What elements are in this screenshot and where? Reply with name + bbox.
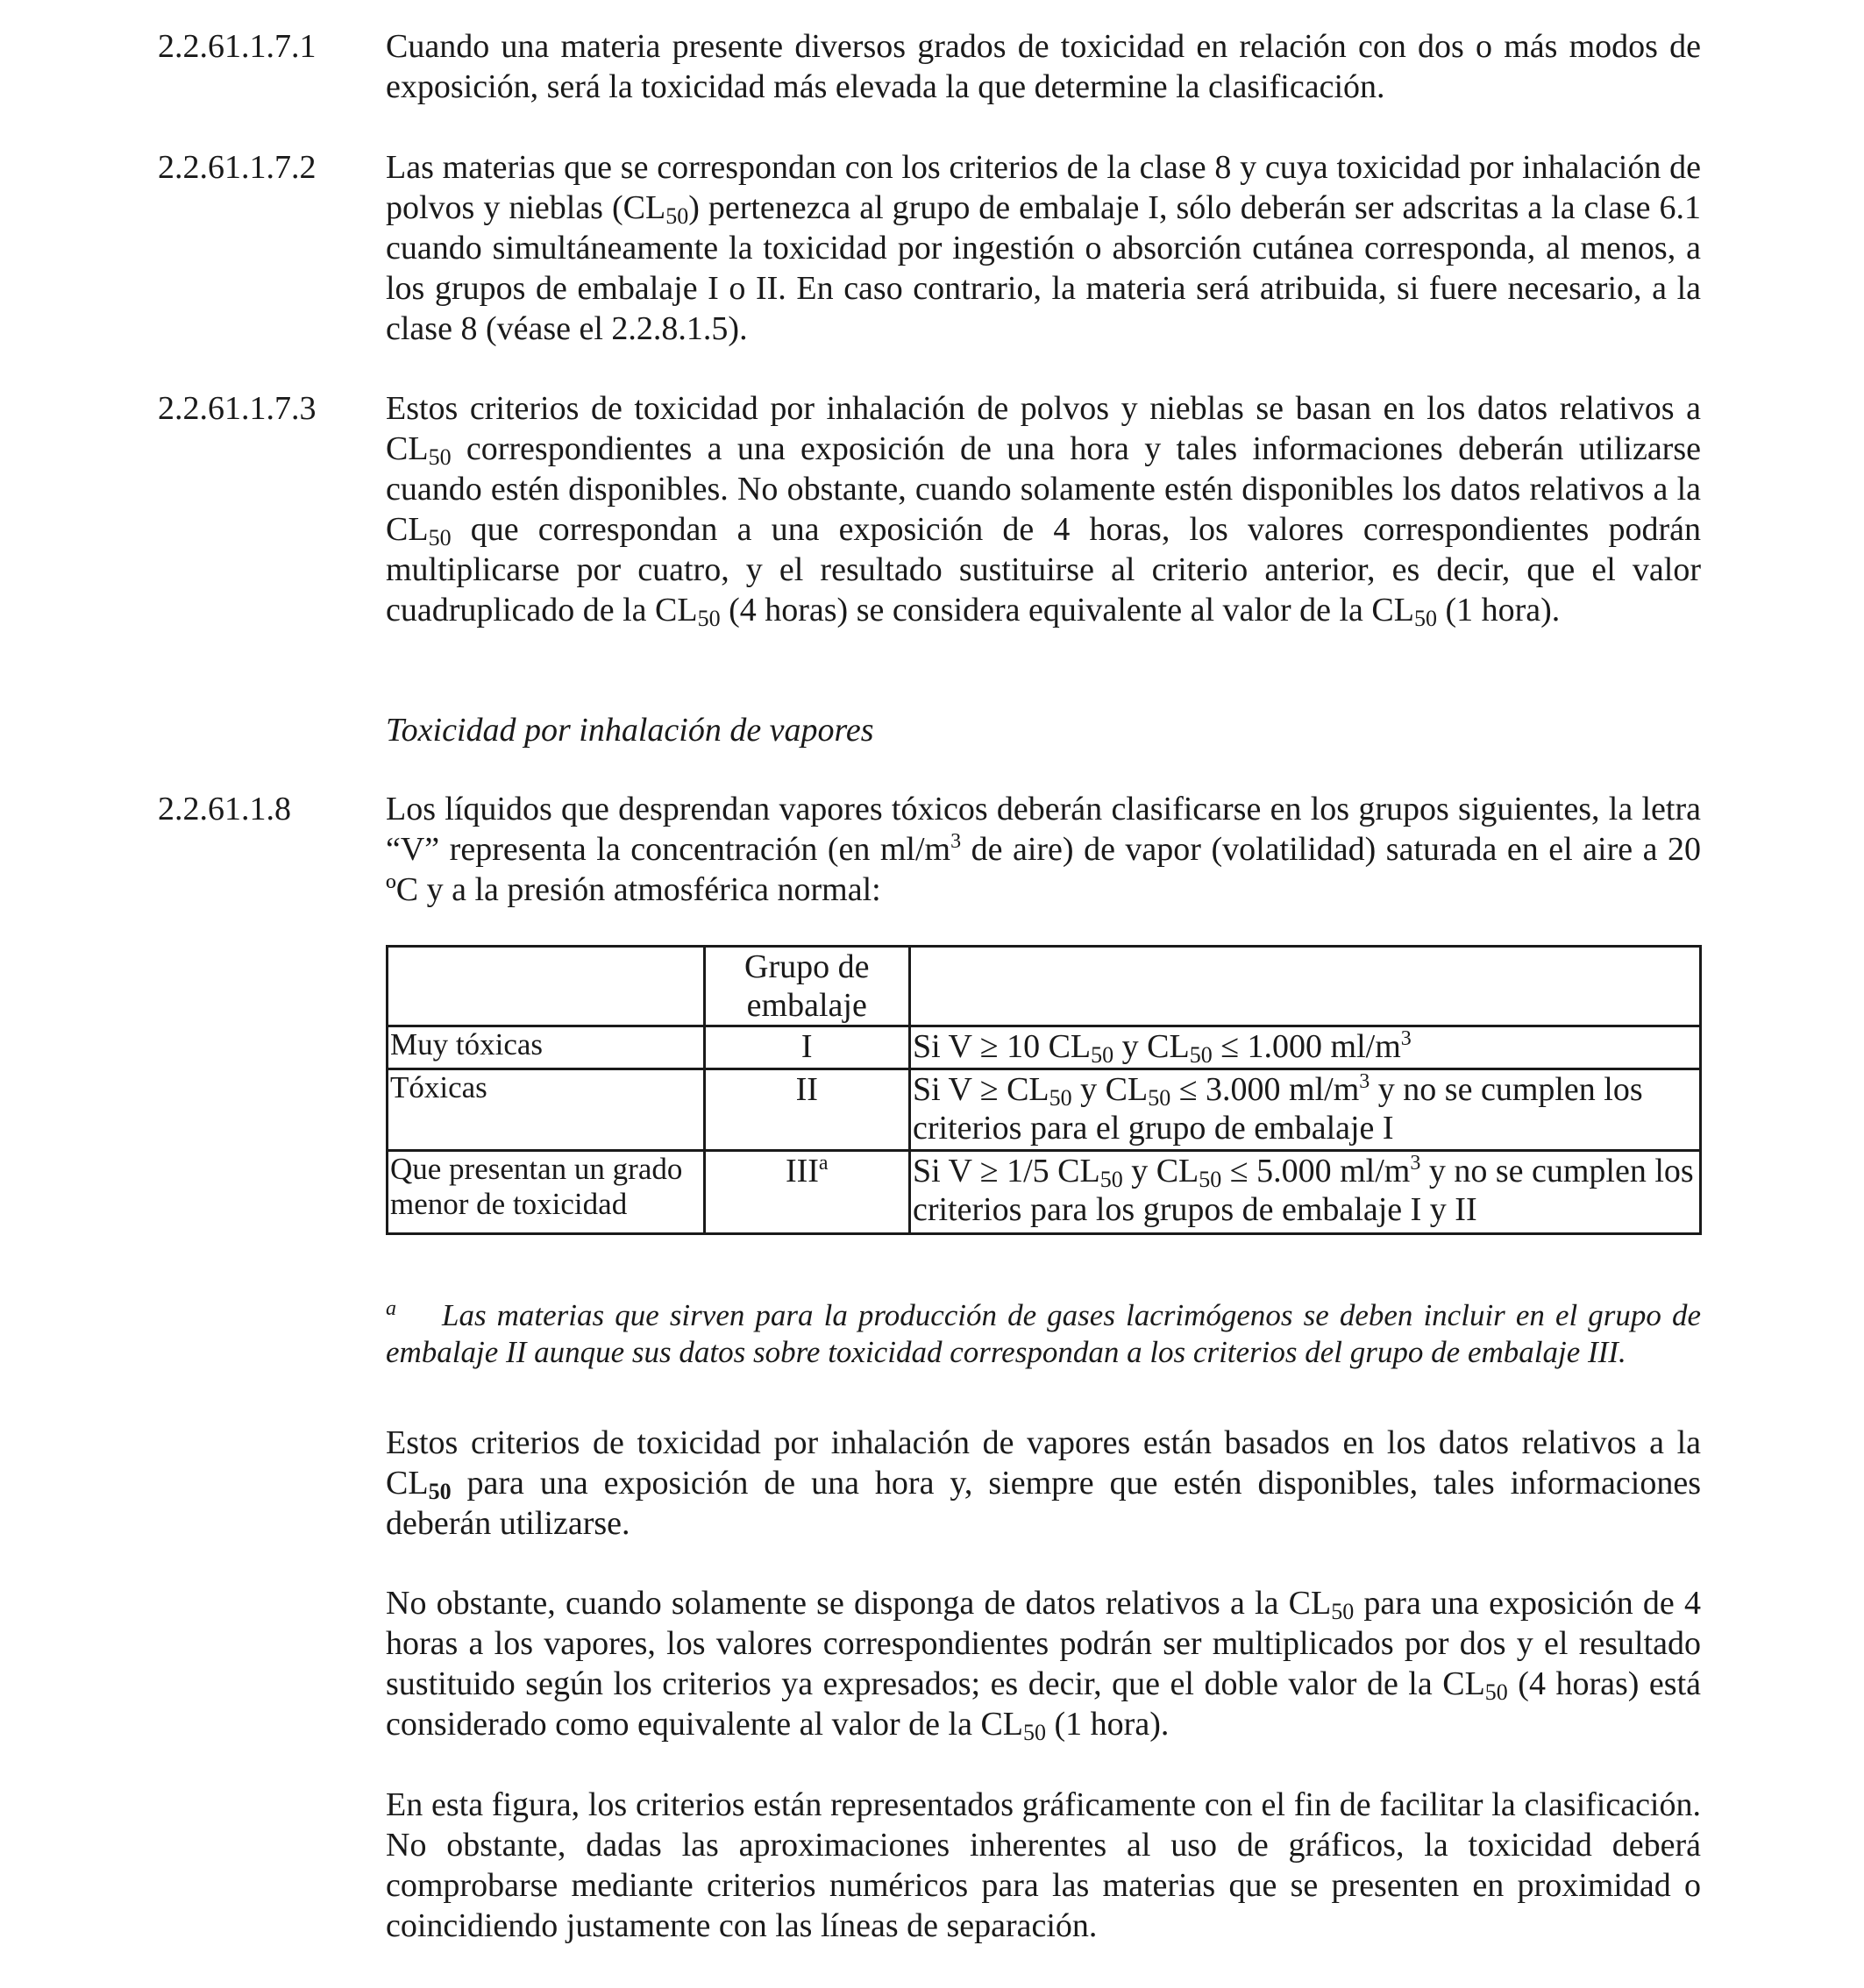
table-row [388,1026,1701,1069]
row-criteria: Si V ≥ 10 $CL_{50}$ y $CL_{50} \le 1.000$ $ml/m^3$ [909,1026,1700,1069]
footnote-text: Las materias que sirven para la producción de gases lacrimógenos se deben incluir en el grupo de embalaje II aunque sus datos sobre toxicidad correspondan a los criterios del grupo de embalaje III. [386,1298,1701,1369]
subheading-vapores: Toxicidad por inhalación de vapores [386,712,874,749]
section-text-2-2-61-1-7-1: Cuando una materia presente diversos grados de toxicidad en relación con dos o más modos de exposición, será la toxicidad más elevada la que determine la clasificación. [386,28,1701,105]
section-number-2-2-61-1-7-1: 2.2.61.1.7.1 [158,28,317,65]
row-label: Muy tóxicas [388,1026,705,1069]
table-header-empty [388,947,705,1026]
section-text-2-2-61-1-7-2: Las materias que se correspondan con los criterios de la clase 8 y cuya toxicidad por inhalación de polvos y nieblas $(CL_{50})$ pertenezca al grupo de embalaje I, sólo deberán ser adscritas a la clase 6.1 cuando simultáneamente la toxicidad por ingestión o absorción cutánea corresponda, al menos, a los grupos de embalaje I o II. En caso contrario, la materia será atribuida, si fuere necesario, a la clase 8 (véase el 2.2.8.1.5). [386,149,1701,347]
table-header-group: Grupo de embalaje [704,947,909,1026]
row-label: Tóxicas [388,1069,705,1151]
section-number-2-2-61-1-7-3: 2.2.61.1.7.3 [158,390,317,427]
row-group: II [704,1069,909,1151]
paragraph-vapores-1h: Estos criterios de toxicidad por inhalación de vapores están basados en los datos relativos a la $CL_{50}$ para una exposición de una hora y, siempre que estén disponibles, tales informaciones deberán utilizarse. [386,1424,1701,1542]
section-number-2-2-61-1-7-2: 2.2.61.1.7.2 [158,149,317,186]
section-text-2-2-61-1-8: Los líquidos que desprendan vapores tóxicos deberán clasificarse en los grupos siguientes, la letra “V” representa la concentración (en $ml/m^3$ de aire) de vapor (volatilidad) saturada en el aire a 20 ºC y a la presión atmosférica normal: [386,791,1701,908]
footnote-mark: a [386,1297,396,1320]
paragraph-vapores-4h: No obstante, cuando solamente se disponga de datos relativos a la $CL_{50}$ para una exposición de 4 horas a los vapores, los valores correspondientes podrán ser multiplicados por dos y el resultado sustituido según los criterios ya expresados; es decir, que el doble valor de la $CL_{50}$ (4 horas) está considerado como equivalente al valor de la $CL_{50}$ (1 hora). [386,1585,1701,1745]
table-header-row [388,947,1701,1026]
table-footnote [386,1290,1701,1371]
table-row [388,1069,1701,1151]
paragraph-figura: En esta figura, los criterios están representados gráficamente con el fin de facilitar la clasificación. No obstante, dadas las aproximaciones inherentes al uso de gráficos, la toxicidad deberá comprobarse mediante criterios numéricos para las materias que se presenten en proximidad o coincidiendo justamente con las líneas de separación. [386,1786,1701,1944]
table-header-criteria [909,947,1700,1026]
vapor-toxicity-table [386,945,1702,1235]
row-group: III$^a$ [704,1151,909,1234]
row-criteria: Si V ≥ 1/5 $CL_{50}$ y $CL_{50} \le 5.000$ $ml/m^3$ y no se cumplen los criterios para los grupos de embalaje I y II [909,1151,1700,1234]
row-label: Que presentan un grado menor de toxicidad [388,1151,705,1234]
row-criteria: Si $V \ge CL_{50}$ y $CL_{50} \le 3.000$ $ml/m^3$ y no se cumplen los criterios para el grupo de embalaje I [909,1069,1700,1151]
table-row [388,1151,1701,1234]
section-text-2-2-61-1-7-3: Estos criterios de toxicidad por inhalación de polvos y nieblas se basan en los datos relativos a $CL_{50}$ correspondientes a una exposición de una hora y tales informaciones deberán utilizarse cuando estén disponibles. No obstante, cuando solamente estén disponibles los datos relativos a la $CL_{50}$ que correspondan a una exposición de 4 horas, los valores correspondientes podrán multiplicarse por cuatro, y el resultado sustituirse al criterio anterior, es decir, que el valor cuadruplicado de la $CL_{50}$ (4 horas) se considera equivalente al valor de la $CL_{50}$ (1 hora). [386,390,1701,631]
row-group: I [704,1026,909,1069]
section-number-2-2-61-1-8: 2.2.61.1.8 [158,791,291,827]
